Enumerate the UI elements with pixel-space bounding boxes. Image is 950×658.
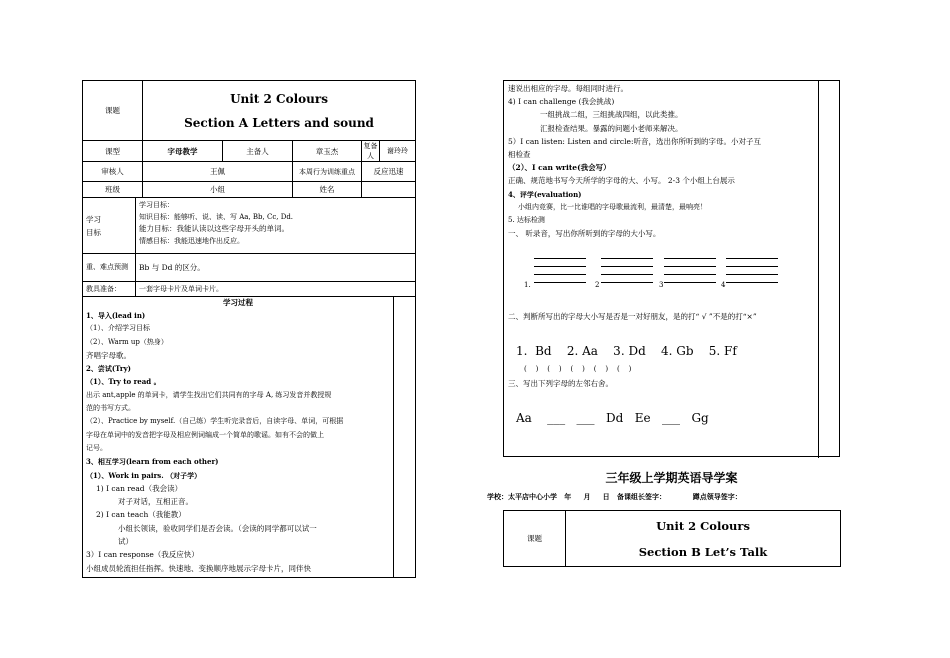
process-lines bbox=[86, 309, 390, 575]
group-label: 小组 bbox=[143, 182, 293, 198]
co-preparer-value: 谢玲玲 bbox=[380, 141, 416, 162]
next-plan-table bbox=[503, 510, 840, 567]
section-title: Section A Letters and sound bbox=[184, 115, 374, 130]
right-line: 速说出相应的字母。每组同时进行。 bbox=[508, 84, 628, 93]
right-lines bbox=[508, 82, 818, 240]
right-line: 相检查 bbox=[508, 150, 531, 160]
process-line: 对子对话，互相正音。 bbox=[118, 497, 193, 507]
right-line: 正确、规范地书写今天所学的字母的大、小写。 2-3 个小组上台展示 bbox=[508, 176, 735, 186]
weekly-focus-value: 反应迅速 bbox=[362, 162, 416, 182]
prep-value: 一套字母卡片及单词卡片。 bbox=[136, 282, 416, 297]
left-lesson-plan bbox=[82, 80, 415, 578]
process-line: 字母在单词中的发音把字母及相应例词编成一个简单的歌谣。如有不会的做上 bbox=[86, 430, 324, 439]
preparer-label: 主备人 bbox=[223, 141, 293, 162]
blank-number-2: 2 bbox=[595, 281, 600, 289]
right-line: 4、评学(evaluation) bbox=[508, 189, 582, 199]
reviewer-value: 王佩 bbox=[143, 162, 293, 182]
difficulty-label: 重、难点预测 bbox=[83, 254, 136, 282]
right-line: 一、 听录音，写出你所听到的字母的大小写。 bbox=[508, 229, 661, 239]
goals-label-line1: 学习 bbox=[86, 214, 101, 224]
process-line: 小组成员轮流担任指挥。快速地、变换顺序地展示字母卡片，同伴快 bbox=[86, 563, 311, 573]
process-side-column bbox=[394, 297, 416, 578]
process-line: 出示 ant,apple 的单词卡，请学生找出它们共同有的字母 A, 练习发音并教授规 bbox=[86, 390, 332, 399]
right-line: 4) I can challenge (我会挑战) bbox=[508, 97, 615, 107]
goals-content bbox=[136, 198, 416, 254]
next-lesson-title bbox=[566, 511, 841, 567]
reviewer-label: 审核人 bbox=[83, 162, 143, 182]
question-3: 三、写出下列字母的左邻右舍。 bbox=[508, 379, 613, 388]
name-label: 姓名 bbox=[293, 182, 362, 198]
difficulty-value: Bb 与 Dd 的区分。 bbox=[136, 254, 416, 282]
goals-emotion: 情感目标：我能迅速地作出反应。 bbox=[139, 237, 244, 245]
name-field[interactable] bbox=[362, 182, 416, 198]
process-line: （1）、Work in pairs. （对子学） bbox=[86, 470, 202, 480]
weekly-focus-label: 本周行为训练重点 bbox=[293, 162, 362, 182]
process-line: 2、尝试(Try) bbox=[86, 364, 131, 374]
process-line: 范的书写方式。 bbox=[86, 404, 135, 413]
left-process-table bbox=[82, 296, 416, 578]
process-line: 2) I can teach（我能教） bbox=[96, 510, 186, 520]
answer-brackets[interactable]: ( ) ( ) ( ) ( ) ( ) bbox=[524, 365, 632, 373]
process-line: 齐唱字母歌。 bbox=[86, 350, 131, 360]
preparer-value: 章玉杰 bbox=[293, 141, 362, 162]
process-line: 3）I can response（我反应快） bbox=[86, 550, 199, 560]
prep-label: 教具准备： bbox=[83, 282, 136, 297]
letter-neighbors: Aa ___ ___ Dd Ee ___ Gg bbox=[516, 411, 709, 425]
unit-title: Unit 2 Colours bbox=[230, 91, 328, 106]
right-line: 小组内竞赛，比一比谁唱的字母歌最流利，最清楚，最响亮！ bbox=[518, 202, 707, 211]
right-continuation bbox=[503, 80, 840, 457]
process-line: 小组长领读，验收同学们是否会读。（会读的同学都可以试一 bbox=[118, 523, 317, 533]
right-line: 汇报检查结果。暴露的问题小老师来解决。 bbox=[540, 123, 683, 133]
right-line: 一组挑战二组，三组挑战四组，以此类推。 bbox=[540, 110, 683, 120]
class-label: 班级 bbox=[83, 182, 143, 198]
blank-number-4: 4 bbox=[721, 281, 726, 289]
lesson-title bbox=[143, 81, 416, 141]
goals-label-line2: 目标 bbox=[86, 227, 101, 237]
right-line: （2）、I can write(我会写） bbox=[508, 163, 611, 173]
goals-heading: 学习目标： bbox=[139, 201, 174, 209]
right-column-divider bbox=[818, 81, 819, 458]
process-cell bbox=[83, 297, 394, 578]
topic-label: 课题 bbox=[83, 81, 143, 141]
process-line: 记号。 bbox=[86, 443, 107, 452]
left-goals-table bbox=[82, 197, 416, 297]
goals-knowledge: 知识目标：能够听、说、读、写 Aa, Bb, Cc, Dd. bbox=[139, 213, 294, 221]
process-line: 试） bbox=[118, 537, 133, 547]
process-line: 3、相互学习(learn from each other) bbox=[86, 457, 219, 467]
process-line: 1) I can read（我会读） bbox=[96, 483, 183, 493]
next-topic-label: 课题 bbox=[504, 511, 566, 567]
course-type-label: 课型 bbox=[83, 141, 143, 162]
process-line: （1）、介绍学习目标 bbox=[86, 324, 150, 333]
right-line: 5. 达标检测 bbox=[508, 216, 545, 225]
process-line: （2）、Practice by myself.（自己练）学生听完录音后，自读字母、单词，可根据 bbox=[86, 417, 344, 426]
next-unit-title: Unit 2 Colours bbox=[656, 518, 750, 533]
course-type-value: 字母教学 bbox=[143, 141, 223, 162]
next-plan-title: 三年级上学期英语导学案 bbox=[605, 471, 738, 485]
goals-ability: 能力目标：我能认读以这些字母开头的单词。 bbox=[139, 224, 289, 233]
process-title: 学习过程 bbox=[223, 298, 253, 307]
left-header-table bbox=[82, 80, 416, 198]
process-line: 1、导入(lead in) bbox=[86, 311, 146, 320]
process-line: （2）、Warm up（热身） bbox=[86, 337, 168, 346]
process-line: （1）、Try to read 。 bbox=[86, 377, 161, 387]
co-preparer-label: 复备人 bbox=[363, 142, 378, 160]
next-section-title: Section B Let’s Talk bbox=[638, 544, 768, 559]
blank-number-1: 1. bbox=[524, 281, 531, 289]
blank-number-3: 3 bbox=[659, 281, 664, 289]
question-2: 二、判断所写出的字母大小写是否是一对好朋友，是的打“ √ ”不是的打“×” bbox=[508, 312, 757, 321]
right-line: 5）I can listen: Listen and circle:听音，选出你所听到的字母。小对子互 bbox=[508, 136, 761, 146]
letter-pairs: 1. Bd 2. Aa 3. Dd 4. Gb 5. Ff bbox=[516, 344, 737, 358]
goals-label bbox=[83, 198, 136, 254]
school-signature-line: 学校：太平店中心小学 年 月 日 备课组长签字： 蹲点领导签字： bbox=[487, 492, 742, 501]
